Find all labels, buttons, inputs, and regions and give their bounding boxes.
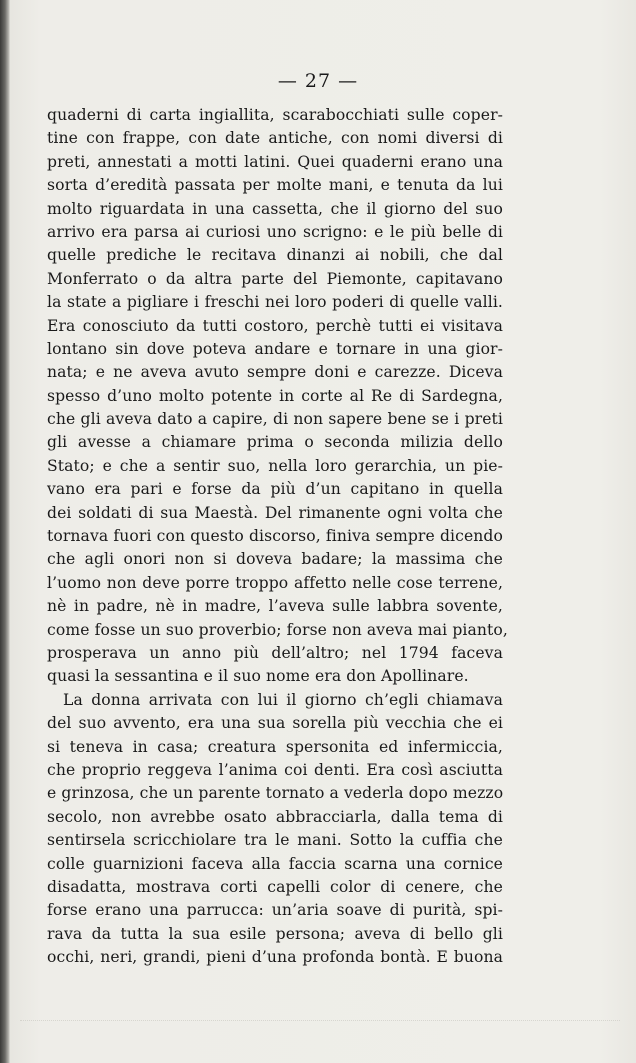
book-spine-shadow (0, 0, 10, 1063)
text-line: occhi, neri, grandi, pieni d’una profonda bontà. E buona (47, 948, 503, 967)
text-line: molto riguardata in una cassetta, che il giorno del suo (47, 199, 503, 218)
text-line: secolo, non avrebbe osato abbracciarla, dalla tema di (47, 807, 503, 826)
body-text (47, 104, 508, 969)
text-line: come fosse un suo proverbio; forse non aveva mai pianto, (47, 620, 508, 639)
text-line: vano era pari e forse da più d’un capitano in quella (47, 480, 503, 499)
text-line: tornava fuori con questo discorso, finiva sempre dicendo (47, 527, 503, 546)
text-line: nè in padre, nè in madre, l’aveva sulle labbra sovente, (47, 597, 503, 616)
text-line: spesso d’uno molto potente in corte al Re di Sardegna, (47, 386, 503, 405)
text-line: lontano sin dove poteva andare e tornare in una gior- (47, 339, 503, 358)
page-number: — 27 — (277, 70, 359, 92)
text-line: che agli onori non si doveva badare; la massima che (47, 550, 503, 569)
text-line: quaderni di carta ingiallita, scarabocchiati sulle coper- (47, 106, 503, 124)
text-line: che gli aveva dato a capire, di non sapere bene se i preti (47, 410, 503, 429)
text-line: quelle prediche le recitava dinanzi ai nobili, che dal (47, 246, 503, 265)
bottom-edge-marks (20, 1020, 620, 1041)
text-line: preti, annestati a motti latini. Quei quaderni erano una (47, 152, 503, 171)
text-line: Era conosciuto da tutti costoro, perchè tutti ei visitava (47, 316, 503, 335)
text-line: tine con frappe, con date antiche, con nomi diversi di (47, 129, 503, 148)
text-line: disadatta, mostrava corti capelli color di cenere, che (47, 877, 503, 896)
text-line: forse erano una parrucca: un’aria soave di purità, spi- (47, 901, 503, 920)
text-line: nata; e ne aveva avuto sempre doni e carezze. Diceva (47, 363, 503, 382)
text-line: prosperava un anno più dell’altro; nel 1794 faceva (47, 643, 503, 662)
text-line: Stato; e che a sentir suo, nella loro gerarchia, un pie- (47, 456, 503, 475)
text-line: arrivo era parsa ai curiosi uno scrigno: e le più belle di (47, 222, 503, 241)
text-line: sentirsela scricchiolare tra le mani. Sotto la cuffia che (47, 831, 503, 850)
text-line: sorta d’eredità passata per molte mani, e tenuta da lui (47, 176, 503, 195)
text-line: rava da tutta la sua esile persona; aveva di bello gli (47, 924, 503, 943)
text-line: si teneva in casa; creatura spersonita ed infermiccia, (47, 737, 503, 756)
text-line: quasi la sessantina e il suo nome era don Apollinare. (47, 667, 469, 686)
text-line: La donna arrivata con lui il giorno ch’egli chiamava (63, 690, 503, 709)
text-line: Monferrato o da altra parte del Piemonte, capitavano (47, 269, 503, 288)
text-line: colle guarnizioni faceva alla faccia scarna una cornice (47, 854, 503, 873)
text-line: la state a pigliare i freschi nei loro poderi di quelle valli. (47, 293, 503, 312)
text-line: l’uomo non deve porre troppo affetto nelle cose terrene, (47, 573, 503, 592)
text-line: e grinzosa, che un parente tornato a vederla dopo mezzo (47, 784, 504, 803)
text-line: dei soldati di sua Maestà. Del rimanente ogni volta che (47, 503, 503, 522)
text-line: gli avesse a chiamare prima o seconda milizia dello (47, 433, 503, 452)
text-line: che proprio reggeva l’anima coi denti. Era così asciutta (47, 760, 503, 779)
text-line: del suo avvento, era una sua sorella più vecchia che ei (47, 714, 503, 733)
